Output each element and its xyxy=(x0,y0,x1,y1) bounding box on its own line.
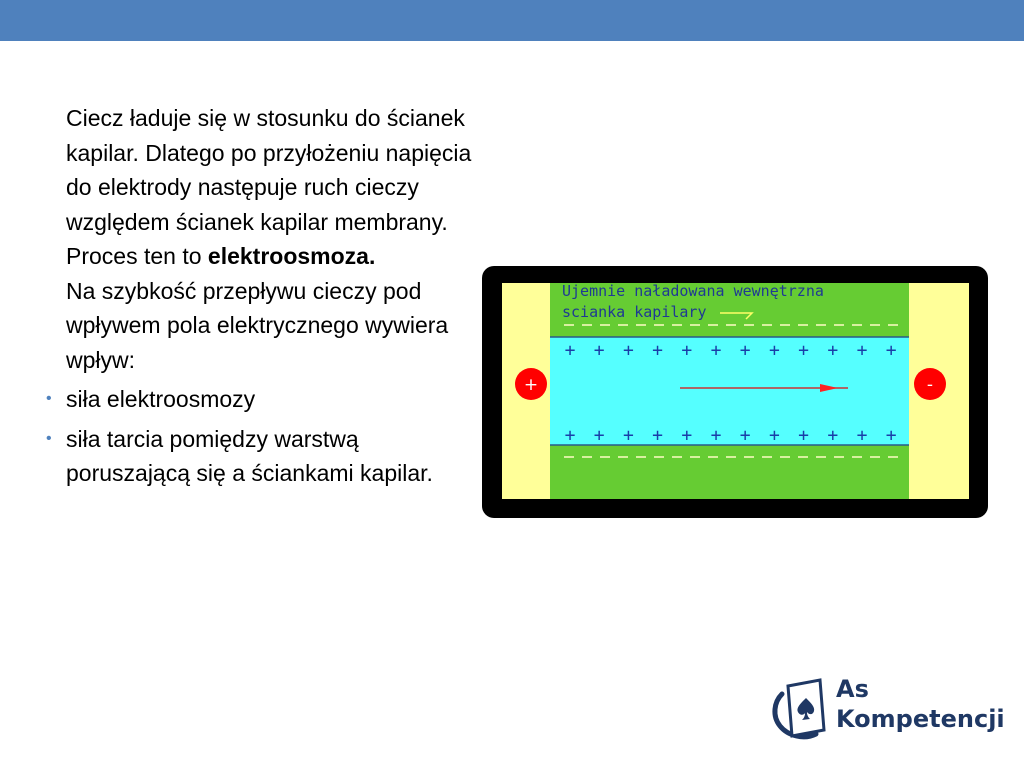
positive-charge-icon: + xyxy=(710,340,722,361)
list-item xyxy=(46,382,476,417)
header-bar xyxy=(0,0,1024,41)
positive-charge-icon: + xyxy=(885,425,897,446)
electroosmosis-diagram xyxy=(482,266,988,518)
positive-charge-icon: + xyxy=(652,425,664,446)
positive-charge-icon: + xyxy=(622,425,634,446)
intro-text: Ciecz ładuje się w stosunku do ścianek kapilar. Dlatego po przyłożeniu napięcia do elektrody następuje ruch cieczy względem ścianek kapilar membrany. Proces ten to xyxy=(66,105,472,269)
positive-charge-icon: + xyxy=(798,340,810,361)
positive-charge-icon: + xyxy=(710,425,722,446)
positive-charge-icon: + xyxy=(593,340,605,361)
positive-electrode-label: + xyxy=(523,375,539,395)
logo-line2: Kompetencji xyxy=(836,705,1005,733)
positive-charge-icon: + xyxy=(827,425,839,446)
slide-text xyxy=(46,101,476,491)
positive-charge-icon: + xyxy=(564,425,576,446)
positive-charge-icon: + xyxy=(652,340,664,361)
logo xyxy=(768,672,1005,744)
positive-charge-icon: + xyxy=(681,340,693,361)
bold-term: elektroosmoza. xyxy=(207,243,376,269)
followup-text: Na szybkość przepływu cieczy pod wpływem pola elektrycznego wywiera wpływ: xyxy=(66,277,449,373)
wall-label-line2: scianka kapilary xyxy=(562,303,707,321)
positive-charge-icon: + xyxy=(564,340,576,361)
bullet-dot-icon: • xyxy=(46,429,52,447)
intro-paragraph xyxy=(46,101,476,274)
followup-paragraph xyxy=(46,274,476,378)
spade-badge-icon xyxy=(768,672,832,744)
positive-charge-icon: + xyxy=(768,425,780,446)
positive-charge-icon: + xyxy=(885,340,897,361)
positive-charge-icon: + xyxy=(827,340,839,361)
positive-charge-icon: + xyxy=(739,425,751,446)
positive-charge-icon: + xyxy=(593,425,605,446)
capillary-wall-bottom xyxy=(550,445,909,499)
list-item xyxy=(46,422,476,491)
positive-charge-icon: + xyxy=(622,340,634,361)
bullet-list xyxy=(46,382,476,491)
positive-charge-icon: + xyxy=(798,425,810,446)
logo-line1: As xyxy=(836,675,869,703)
positive-charge-icon: + xyxy=(739,340,751,361)
positive-charge-icon: + xyxy=(681,425,693,446)
positive-charge-icon: + xyxy=(856,425,868,446)
bullet-text: siła tarcia pomiędzy warstwą poruszającą się a ściankami kapilar. xyxy=(66,425,433,486)
positive-charge-icon: + xyxy=(768,340,780,361)
wall-label-line1: Ujemnie naładowana wewnętrzna xyxy=(562,282,824,300)
logo-text xyxy=(836,674,1005,734)
bullet-dot-icon: • xyxy=(46,390,52,407)
negative-electrode-label: - xyxy=(926,375,934,395)
positive-charge-icon: + xyxy=(856,340,868,361)
bullet-text: siła elektroosmozy xyxy=(66,386,256,412)
